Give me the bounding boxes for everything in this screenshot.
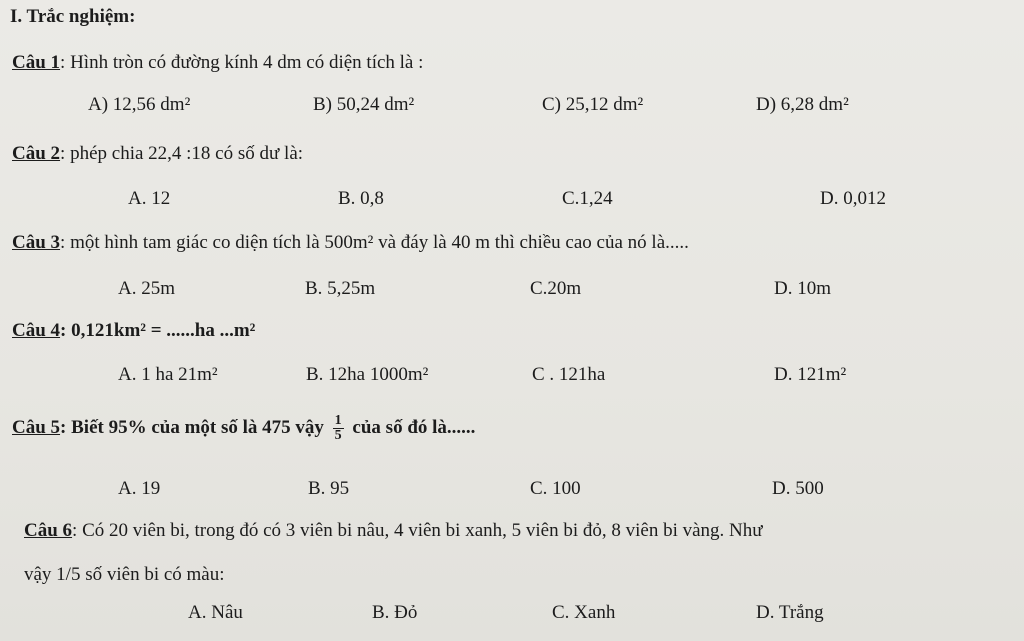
question-4: [12, 320, 255, 342]
question-5-fraction: [333, 414, 344, 443]
question-6-option-a: A. Nâu: [188, 602, 243, 623]
question-3-label: Câu 3: [12, 232, 61, 253]
question-3-text: : một hình tam giác co diện tích là 500m² và đáy là 40 m thì chiều cao của nó là.....: [60, 232, 689, 253]
question-3-option-d: D. 10m: [774, 278, 831, 299]
question-5-text-after: của số đó là......: [352, 416, 476, 438]
question-2-option-d: D. 0,012: [820, 188, 886, 209]
question-3: [12, 232, 689, 254]
question-5-option-c: C. 100: [530, 478, 581, 499]
section-title: I. Trắc nghiệm:: [10, 6, 136, 27]
question-5-option-d: D. 500: [772, 478, 824, 499]
question-2-option-c: C.1,24: [562, 188, 613, 209]
question-2-option-a: A. 12: [128, 188, 171, 209]
question-5: [12, 414, 475, 443]
question-4-text: : 0,121km² = ......ha ...m²: [60, 320, 256, 341]
question-6: [24, 520, 763, 542]
question-6-option-b: B. Đỏ: [372, 602, 418, 623]
question-1-option-b: B) 50,24 dm²: [313, 94, 415, 115]
question-6-label: Câu 6: [24, 520, 73, 541]
question-4-option-b: B. 12ha 1000m²: [306, 364, 429, 385]
question-4-label: Câu 4: [12, 320, 61, 341]
question-2: [12, 143, 303, 165]
question-4-option-a: A. 1 ha 21m²: [118, 364, 218, 385]
question-6-option-c: C. Xanh: [552, 602, 616, 623]
fraction-denominator: 5: [334, 428, 342, 443]
fraction-numerator: 1: [334, 413, 342, 428]
question-1-option-a: A) 12,56 dm²: [88, 94, 191, 115]
question-2-label: Câu 2: [12, 143, 61, 164]
question-2-text: : phép chia 22,4 :18 có số dư là:: [60, 143, 304, 164]
question-6-text: : Có 20 viên bi, trong đó có 3 viên bi nâu, 4 viên bi xanh, 5 viên bi đỏ, 8 viên bi vàng. Như: [72, 520, 763, 541]
question-5-option-a: A. 19: [118, 478, 161, 499]
question-3-option-b: B. 5,25m: [305, 278, 376, 299]
question-1: [12, 52, 423, 74]
question-3-option-c: C.20m: [530, 278, 582, 299]
question-6-text-line2: vậy 1/5 số viên bi có màu:: [24, 564, 225, 585]
question-5-label: Câu 5: [12, 416, 61, 438]
question-1-label: Câu 1: [12, 52, 61, 73]
question-5-text-before: : Biết 95% của một số là 475 vậy: [60, 416, 324, 438]
question-1-option-c: C) 25,12 dm²: [542, 94, 644, 115]
question-1-text: : Hình tròn có đường kính 4 dm có diện tích là :: [60, 52, 424, 73]
question-2-option-b: B. 0,8: [338, 188, 384, 209]
question-6-option-d: D. Trắng: [756, 602, 824, 623]
question-4-option-d: D. 121m²: [774, 364, 847, 385]
question-3-option-a: A. 25m: [118, 278, 175, 299]
question-5-option-b: B. 95: [308, 478, 350, 499]
question-4-option-c: C . 121ha: [532, 364, 606, 385]
question-1-option-d: D) 6,28 dm²: [756, 94, 849, 115]
